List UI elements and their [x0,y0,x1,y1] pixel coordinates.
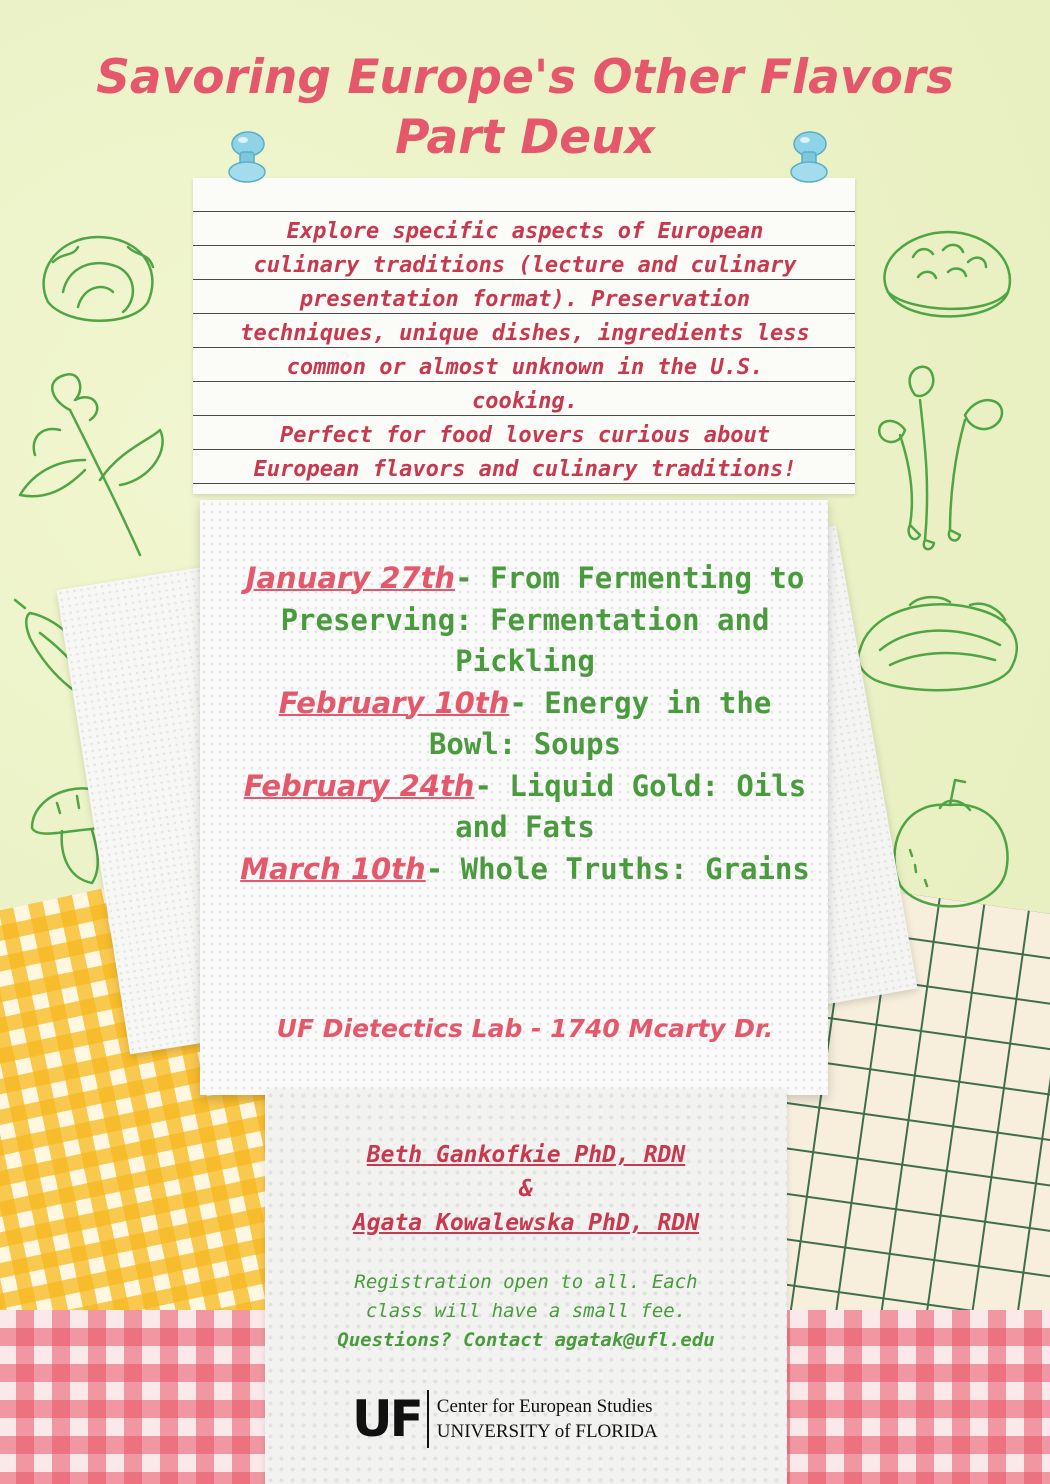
schedule-topic: Grains [705,851,810,886]
schedule-topic: the Bowl: Soups [428,685,772,761]
schedule-topic-lead: Energy in [544,685,702,720]
logo-university-name: UNIVERSITY of FLORIDA [436,1421,658,1442]
schedule-topic-lead: From [490,561,560,595]
uf-mark: UF [352,1390,421,1448]
schedule-item [240,766,810,849]
class-schedule [240,558,810,890]
schedule-date: January 27th [245,561,456,595]
pushpin-icon [788,128,832,188]
schedule-item [240,683,810,766]
schedule-separator: - [425,851,461,886]
presenters [265,1138,787,1240]
logo-center-name: Center for European Studies [436,1396,653,1417]
intro-line: European flavors and culinary traditions! [253,457,797,482]
intro-line: common or almost unknown in the U.S. [286,355,764,380]
pushpin-icon [224,128,268,188]
presenter-name: Agata Kowalewska PhD, RDN [352,1210,700,1236]
lettuce-icon [850,590,1030,700]
schedule-topic-lead: Liquid [509,768,615,803]
presenter-name: Beth Gankofkie PhD, RDN [366,1142,686,1168]
intro-line: cooking. [472,389,578,414]
schedule-item [240,849,810,891]
schedule-item [240,558,810,683]
intro-line: Perfect for food lovers curious about [279,423,771,448]
schedule-topic-lead: Whole Truths: [460,851,688,886]
contact-line: Questions? Contact agatak@ufl.edu [337,1329,715,1351]
schedule-topic: Fermenting to Preserving: Fermentation and Pickling [280,561,805,678]
intro-line: Explore specific aspects of European [286,219,764,244]
intro-text [0,215,1050,487]
schedule-topic: Gold: Oils and Fats [455,768,807,844]
event-location: UF Dietectics Lab - 1740 Mcarty Dr. [276,1014,774,1043]
presenter-ampersand: & [519,1176,533,1202]
registration-line: class will have a small fee. [365,1300,687,1322]
schedule-separator: - [455,561,490,595]
intro-line: techniques, unique dishes, ingredients less [240,321,810,346]
schedule-separator: - [509,685,545,720]
registration-line: Registration open to all. Each [354,1271,698,1293]
logo-text [437,1394,658,1444]
title-line-1: Savoring Europe's Other Flavors [96,50,954,105]
title-line-2: Part Deux [395,110,655,165]
registration-info [265,1268,787,1355]
logo-divider [427,1390,429,1448]
schedule-separator: - [474,768,510,803]
intro-line: culinary traditions (lecture and culinary [253,253,797,278]
page-title [0,48,1050,168]
schedule-date: February 24th [243,768,475,803]
schedule-date: March 10th [240,851,426,886]
schedule-date: February 10th [278,685,510,720]
uf-logo [352,1388,658,1450]
intro-line: presentation format). Preservation [299,287,751,312]
